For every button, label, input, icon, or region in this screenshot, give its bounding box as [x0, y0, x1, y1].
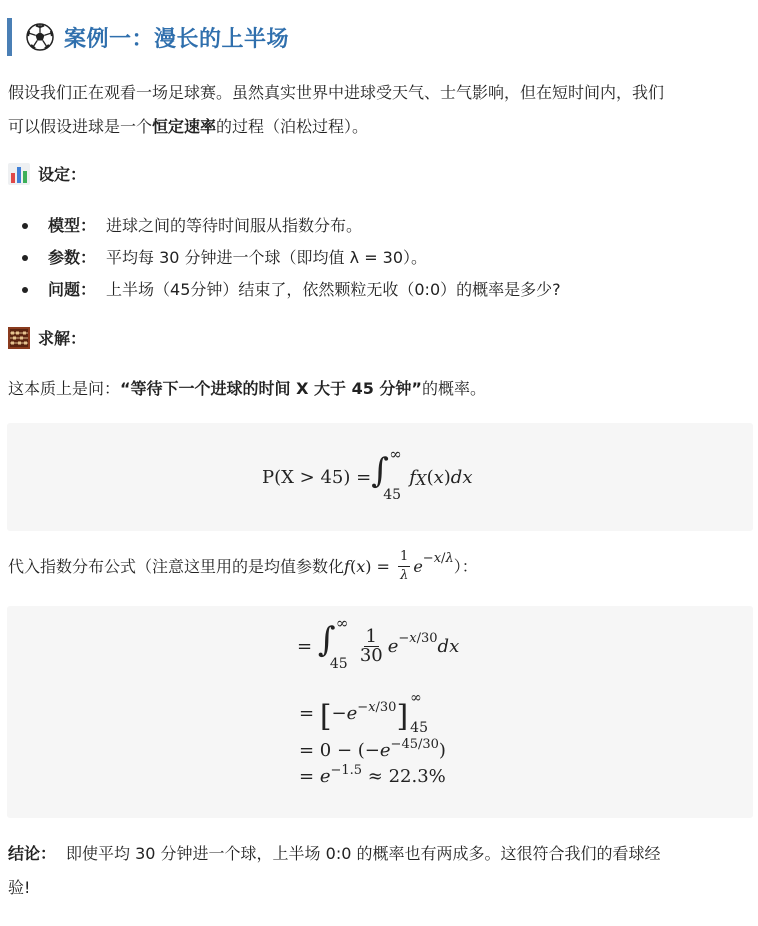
solve-text: 这本质上是问：: [8, 379, 121, 398]
list-item-text: 平均每 30 分钟进一个球（即均值 λ = 30）。: [106, 248, 428, 267]
abacus-icon: [8, 327, 30, 349]
intro-line-1: 假设我们正在观看一场足球赛。虽然真实世界中进球受天气、士气影响，但在短时间内，我们: [8, 83, 665, 102]
probability-formula: [262, 445, 473, 503]
list-item-text: 进球之间的等待时间服从指数分布。: [106, 216, 363, 235]
bar-chart-icon: [8, 163, 30, 185]
setup-title: [8, 162, 86, 185]
substitute-text: 代入指数分布公式（注意这里用的是均值参数化: [8, 556, 345, 576]
list-item-label: 模型：: [48, 216, 97, 235]
substitute-suffix: ）：: [453, 556, 478, 576]
pdf-formula: f ( x ) = $\frac{1}{\lambda}$ e −x/λ: [344, 549, 454, 583]
intro-line-2: [8, 110, 750, 144]
setup-list: [22, 210, 561, 306]
solve-title-text: 求解：: [38, 329, 87, 348]
substitute-paragraph: [8, 548, 750, 585]
derivation-line-1: = ∫ ∞ 45 $\frac{1}{30}$ e −x/30 dx: [297, 614, 460, 672]
solve-text-suffix: 的概率。: [421, 379, 486, 398]
intro-emphasis: 恒定速率: [152, 117, 217, 136]
section-heading: [7, 18, 289, 56]
list-item: [22, 274, 561, 306]
page-title: 案例一：漫长的上半场: [64, 26, 290, 52]
integral-lower-limit: 45: [383, 487, 402, 503]
list-item: [22, 210, 561, 242]
list-item: [22, 242, 561, 274]
formula-box: [7, 423, 753, 531]
integral-upper-limit: ∞: [389, 445, 402, 463]
conclusion-paragraph: [8, 837, 750, 905]
solve-emphasis: “等待下一个进球的时间 X 大于 45 分钟”: [120, 379, 422, 398]
derivation-box: [7, 606, 753, 818]
intro-text: 可以假设进球是一个: [8, 117, 153, 136]
conclusion-text: 即使平均 30 分钟进一个球，上半场 0:0 的概率也有两成多。这很符合我们的看球经: [66, 844, 661, 863]
solve-paragraph: [8, 372, 750, 406]
derivation-line-3: = $0 - (-e^{-45/30})$: [299, 737, 446, 761]
formula-lhs: P(X > 45) =: [262, 466, 372, 488]
integral-sign: ∫ ∞ 45: [371, 445, 402, 503]
list-item-label: 问题：: [48, 280, 97, 299]
integral-sign: ∫ ∞ 45: [317, 614, 349, 672]
list-item-label: 参数：: [48, 248, 97, 267]
conclusion-line-1: [8, 837, 750, 871]
derivation-line-4: = $e^{-1.5} \approx 22.3\%$: [299, 763, 446, 787]
setup-title-text: 设定：: [38, 165, 87, 184]
solve-title: [8, 326, 86, 349]
conclusion-label: 结论：: [8, 844, 57, 863]
list-item-text: 上半场（45分钟）结束了，依然颗粒无收（0:0）的概率是多少?: [106, 280, 561, 299]
derivation-line-2: = [ $-e^{-x/30}$ ] ∞ 45: [299, 689, 428, 736]
formula-integrand: fX(x)dx: [409, 466, 473, 489]
intro-paragraph: [8, 76, 750, 144]
conclusion-line-2: 验!: [8, 878, 31, 897]
intro-text-suffix: 的过程（泊松过程）。: [216, 117, 369, 136]
soccer-ball-icon: [26, 23, 54, 51]
